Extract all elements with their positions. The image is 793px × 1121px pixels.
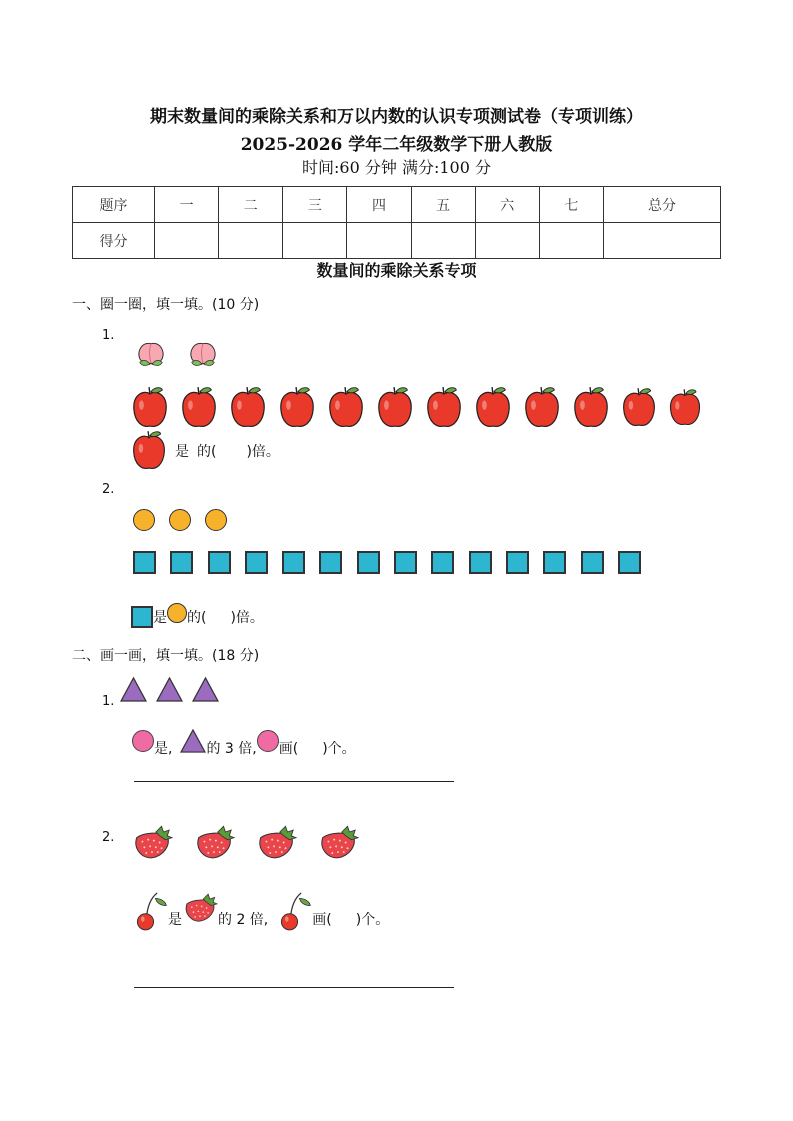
section-title: 数量间的乘除关系专项	[316, 261, 477, 280]
part1-q1-text-a: 是	[175, 444, 189, 460]
yellow-circle-row	[133, 509, 227, 531]
part1-q2-text-c: )倍。	[230, 610, 264, 626]
blue-square-icon	[469, 551, 492, 574]
part1-heading: 一、圈一圈，填一填。(10 分)	[72, 297, 260, 313]
part1-q2-text-a: 是	[153, 610, 167, 626]
cherry-icon	[276, 888, 312, 934]
triangle-row	[120, 677, 219, 702]
purple-triangle-icon	[156, 677, 183, 702]
strawberry-icon	[317, 824, 359, 861]
strawberry-icon	[255, 824, 297, 861]
part1-q1-prompt	[131, 430, 280, 472]
blue-square-icon	[208, 551, 231, 574]
strawberry-row	[131, 824, 359, 861]
strawberry-icon	[193, 824, 235, 861]
blue-square-icon	[581, 551, 604, 574]
apple-icon	[523, 386, 561, 430]
blue-square-icon	[543, 551, 566, 574]
score-table-col-4: 四	[347, 187, 411, 223]
peach-icon	[186, 338, 220, 368]
score-cell-7[interactable]	[539, 223, 603, 259]
score-table-col-1: 一	[155, 187, 219, 223]
apple-icon	[229, 386, 267, 430]
score-table-header-row	[73, 187, 721, 223]
yellow-circle-icon	[133, 509, 155, 531]
apple-icon	[131, 430, 167, 472]
blue-square-icon	[133, 551, 156, 574]
part1-q1-number: 1.	[102, 328, 115, 343]
exam-info: 时间:60 分钟 满分:100 分	[302, 158, 491, 177]
score-cell-6[interactable]	[475, 223, 539, 259]
purple-triangle-icon	[180, 729, 206, 753]
blue-square-icon	[618, 551, 641, 574]
document-subtitle: 2025-2026 学年二年级数学下册人教版	[240, 135, 553, 155]
part1-q2-prompt	[131, 606, 264, 628]
strawberry-icon	[182, 892, 218, 924]
part2-heading: 二、画一画，填一填。(18 分)	[72, 648, 260, 664]
score-table-col-5: 五	[411, 187, 475, 223]
apple-icon	[572, 386, 610, 430]
pink-circle-icon	[257, 730, 279, 752]
score-cell-5[interactable]	[411, 223, 475, 259]
score-table-col-2: 二	[219, 187, 283, 223]
part2-q1-number: 1.	[102, 694, 115, 709]
part2-q1-text-d: )个。	[322, 741, 356, 757]
blue-square-icon	[131, 606, 153, 628]
score-cell-total[interactable]	[603, 223, 720, 259]
purple-triangle-icon	[120, 677, 147, 702]
part2-q1-prompt	[132, 724, 356, 758]
apple-icon	[180, 386, 218, 430]
part2-q1-text-b: 的 3 倍,	[206, 741, 257, 757]
purple-triangle-icon	[192, 677, 219, 702]
apple-icon	[621, 386, 657, 430]
document-title: 期末数量间的乘除关系和万以内数的认识专项测试卷（专项训练）	[150, 107, 643, 127]
pink-circle-icon	[132, 730, 154, 752]
blue-square-icon	[357, 551, 380, 574]
yellow-circle-icon	[169, 509, 191, 531]
blue-square-icon	[170, 551, 193, 574]
apple-icon	[474, 386, 512, 430]
apple-icon	[327, 386, 365, 430]
blue-square-icon	[319, 551, 342, 574]
part2-q2-prompt	[132, 888, 389, 934]
part1-q1-text-c: )倍。	[246, 444, 280, 460]
apple-icon	[278, 386, 316, 430]
apple-icon	[668, 386, 702, 430]
strawberry-icon	[131, 824, 173, 861]
apple-icon	[376, 386, 414, 430]
part2-q2-text-d: )个。	[355, 912, 390, 928]
part2-q2-answer-line[interactable]	[134, 987, 454, 988]
blue-square-icon	[394, 551, 417, 574]
apple-icon	[425, 386, 463, 430]
part2-q1-text-a: 是,	[154, 741, 173, 757]
yellow-circle-icon	[167, 603, 187, 623]
score-cell-4[interactable]	[347, 223, 411, 259]
score-table-row-label: 题序	[73, 187, 155, 223]
blue-square-icon	[506, 551, 529, 574]
part2-q1-answer-line[interactable]	[134, 781, 454, 782]
apple-row	[131, 386, 702, 430]
score-table-score-row	[73, 223, 721, 259]
cherry-icon	[132, 888, 168, 934]
score-cell-2[interactable]	[219, 223, 283, 259]
blue-square-icon	[431, 551, 454, 574]
score-table	[72, 186, 721, 259]
part2-q2-number: 2.	[102, 830, 115, 845]
score-cell-1[interactable]	[155, 223, 219, 259]
score-table-col-7: 七	[539, 187, 603, 223]
blue-square-icon	[282, 551, 305, 574]
part2-q1-text-c: 画(	[278, 741, 299, 757]
score-table-col-6: 六	[475, 187, 539, 223]
part1-q2-text-b: 的(	[187, 610, 207, 626]
part1-q2-number: 2.	[102, 482, 115, 497]
peach-row	[134, 338, 220, 368]
part2-q2-text-c: 画(	[312, 912, 332, 928]
peach-icon	[134, 338, 168, 368]
apple-icon	[131, 386, 169, 430]
score-table-row-label: 得分	[73, 223, 155, 259]
blue-square-row	[133, 551, 641, 574]
part1-q1-text-b: 的(	[197, 444, 217, 460]
part2-q2-text-a: 是	[168, 912, 182, 928]
part2-q2-text-b: 的 2 倍,	[218, 912, 269, 928]
score-cell-3[interactable]	[283, 223, 347, 259]
score-table-col-3: 三	[283, 187, 347, 223]
yellow-circle-icon	[205, 509, 227, 531]
score-table-col-total: 总分	[603, 187, 720, 223]
blue-square-icon	[245, 551, 268, 574]
